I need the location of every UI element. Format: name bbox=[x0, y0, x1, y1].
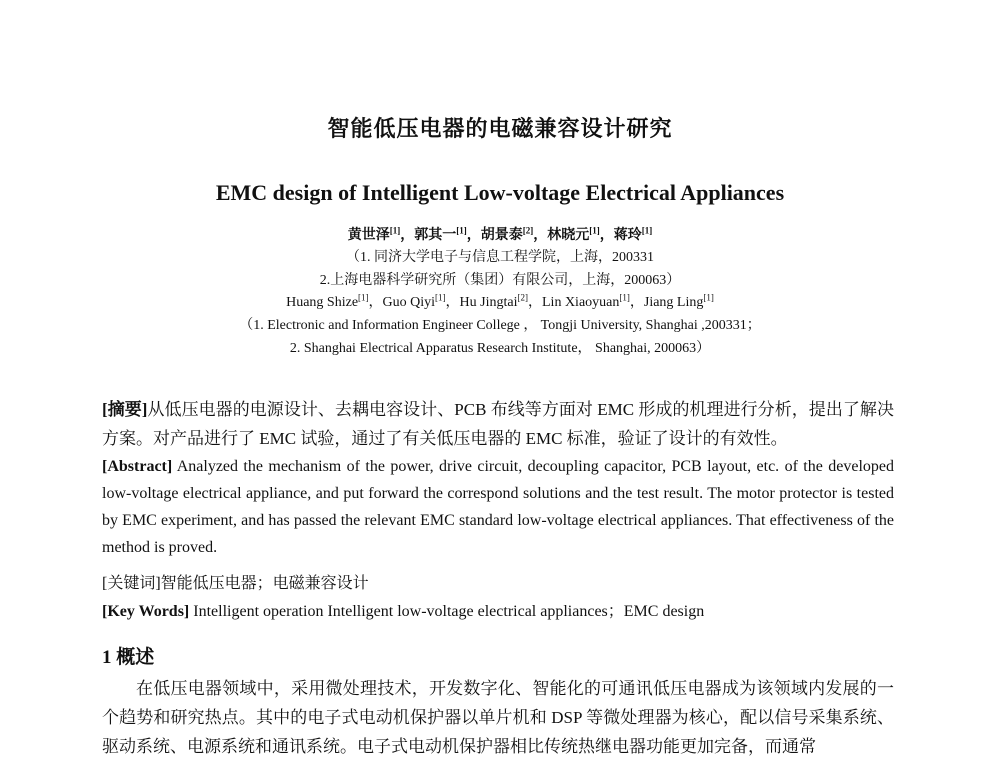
author: 蒋玲 bbox=[613, 228, 642, 243]
author-ref: [1] bbox=[435, 292, 446, 303]
sep: ， bbox=[466, 228, 481, 243]
abstract-cn-label: [摘要] bbox=[102, 400, 148, 419]
author: Jiang Ling bbox=[643, 295, 704, 310]
keywords-cn-label: [关键词] bbox=[102, 575, 161, 592]
author: Guo Qiyi bbox=[382, 295, 436, 310]
affiliation-cn-2: 2.上海电器科学研究所（集团）有限公司，上海，200063） bbox=[319, 273, 681, 288]
author-ref: [1] bbox=[589, 225, 600, 236]
abstract-en-text: Analyzed the mechanism of the power, drive circuit, decoupling capacitor, PCB layout, etc. of the developed low-voltage electrical appliance, and put forward the correspond solutions and the test result. The motor protector is tested by EMC experiment, and has passed the relevant EMC standard low-voltage electrical appliances. That effectiveness of the method is proved. bbox=[102, 458, 894, 556]
author: Huang Shize bbox=[286, 295, 359, 310]
authors-english bbox=[0, 291, 1000, 311]
sep: ， bbox=[400, 228, 415, 243]
author: 郭其一 bbox=[414, 228, 457, 243]
author: 黄世泽 bbox=[347, 228, 390, 243]
sep: ， bbox=[533, 228, 548, 243]
author-ref: [1] bbox=[641, 225, 653, 236]
keywords-english bbox=[102, 598, 894, 621]
author-ref: [1] bbox=[703, 292, 714, 303]
author-ref: [1] bbox=[358, 292, 369, 303]
sep: ， bbox=[368, 295, 383, 310]
author: Hu Jingtai bbox=[459, 295, 518, 310]
abstract-cn-text: 从低压电器的电源设计、去耦电容设计、PCB 布线等方面对 EMC 形成的机理进行分析，提出了解决方案。对产品进行了 EMC 试验，通过了有关低压电器的 EMC 标准，验证了设计的有效性。 bbox=[102, 400, 894, 448]
keywords-cn-text: 智能低压电器；电磁兼容设计 bbox=[160, 575, 369, 592]
sep: ， bbox=[528, 295, 542, 310]
keywords-en-text: Intelligent operation Intelligent low-voltage electrical appliances；EMC design bbox=[189, 603, 705, 620]
authors-chinese bbox=[0, 224, 1000, 244]
author: 胡景泰 bbox=[480, 228, 523, 243]
title-english: EMC design of Intelligent Low-voltage Electrical Appliances bbox=[215, 180, 785, 205]
abstract-en-label: [Abstract] bbox=[102, 458, 173, 475]
affiliation-cn-1: （1. 同济大学电子与信息工程学院，上海，200331 bbox=[346, 250, 654, 265]
author-ref: [1] bbox=[456, 225, 467, 236]
title-chinese: 智能低压电器的电磁兼容设计研究 bbox=[327, 116, 673, 141]
sep: ， bbox=[629, 295, 644, 310]
section-body: 在低压电器领域中，采用微处理技术，开发数字化、智能化的可通讯低压电器成为该领域内发展的一个趋势和研究热点。其中的电子式电动机保护器以单片机和 DSP 等微处理器为核心，配以信号采集系统、驱动系统、电源系统和通讯系统。电子式电动机保护器相比传统热继电器功能更加完备，而通常 bbox=[102, 679, 894, 756]
affiliation-en-2: 2. Shanghai Electrical Apparatus Research Institute， Shanghai, 200063） bbox=[289, 341, 711, 356]
sep: ， bbox=[445, 295, 460, 310]
author-ref: [2] bbox=[517, 292, 528, 303]
author-ref: [1] bbox=[619, 292, 630, 303]
author-ref: [1] bbox=[389, 225, 401, 236]
author: Lin Xiaoyuan bbox=[542, 295, 620, 310]
keywords-chinese bbox=[102, 570, 894, 593]
section-heading: 1 概述 bbox=[102, 647, 155, 668]
author: 林晓元 bbox=[547, 228, 590, 243]
keywords-en-label: [Key Words] bbox=[102, 603, 190, 620]
abstract-english bbox=[102, 453, 894, 561]
affiliation-en-1: （1. Electronic and Information Engineer College ， Tongji University, Shanghai ,200331； bbox=[239, 318, 761, 333]
abstract-chinese bbox=[102, 395, 894, 453]
author-ref: [2] bbox=[522, 225, 534, 236]
sep: ， bbox=[599, 228, 614, 243]
